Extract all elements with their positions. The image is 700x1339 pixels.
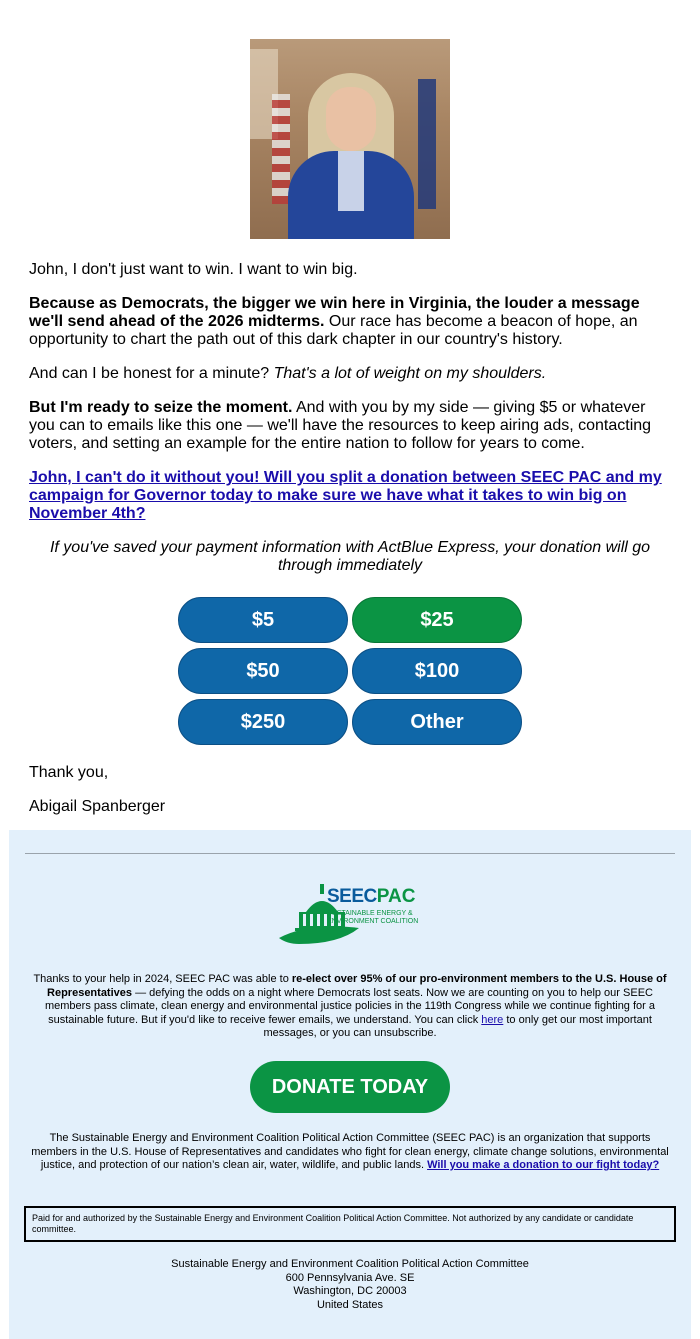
footer-about-paragraph xyxy=(27,1132,673,1173)
paragraph-seize-bold: But I'm ready to seize the moment. xyxy=(29,399,293,416)
paragraph-honest xyxy=(29,365,671,383)
signature: Abigail Spanberger xyxy=(29,798,166,815)
donate-100-button[interactable]: $100 xyxy=(352,648,522,694)
footer-thanks-b: — defying the odds on a night where Democrats lost seats. Now we are counting on you to help our SEEC members pass climate, clean energy and environmental justice policies in the 119th Congress while we continue fighting for a sustainable future. But if you'd like to receive fewer emails, we understand. You can click xyxy=(44,986,655,1026)
donation-amount-grid xyxy=(178,597,522,745)
footer-about-donate-link[interactable]: Will you make a donation to our fight today? xyxy=(427,1159,660,1171)
seec-logo-text xyxy=(327,886,437,926)
logo-seec: SEEC xyxy=(327,886,377,907)
photo-shirt xyxy=(338,151,364,211)
paragraph-seize xyxy=(29,399,671,453)
address-line-4: United States xyxy=(316,1298,384,1311)
logo-pac: PAC xyxy=(376,886,416,907)
cta-donate-link[interactable]: John, I can't do it without you! Will you split a donation between SEEC PAC and my campaign for Governor today to make sure we have what it takes to win big on November 4th? xyxy=(29,469,662,522)
footer-address xyxy=(29,1258,671,1312)
footer-thanks-c: to only get our most important messages, or you can unsubscribe. xyxy=(263,1013,652,1039)
hero-photo-wrap xyxy=(29,0,671,244)
donate-today-button[interactable]: DONATE TODAY xyxy=(250,1061,450,1113)
footer-thanks-a: Thanks to your help in 2024, SEEC PAC was able to xyxy=(33,973,292,985)
donate-5-button[interactable]: $5 xyxy=(178,597,348,643)
thanks-line: Thank you, xyxy=(29,764,109,781)
paragraph-honest-plain: And can I be honest for a minute? xyxy=(29,365,274,382)
donate-250-button[interactable]: $250 xyxy=(178,699,348,745)
photo-face xyxy=(326,87,376,151)
paragraph-virginia-rest: Our race has become a beacon of hope, an opportunity to chart the path out of this dark chapter in our country's history. xyxy=(29,313,638,348)
candidate-photo xyxy=(250,39,450,239)
donate-25-button[interactable]: $25 xyxy=(352,597,522,643)
footer-thanks-paragraph xyxy=(29,973,671,1041)
footer xyxy=(9,830,691,1339)
logo-subtitle: SUSTAINABLE ENERGY & ENVIRONMENT COALITION xyxy=(327,910,419,925)
address-line-3: Washington, DC 20003 xyxy=(293,1285,407,1297)
actblue-express-note: If you've saved your payment information with ActBlue Express, your donation will go through immediately xyxy=(49,539,651,574)
donate-50-button[interactable]: $50 xyxy=(178,648,348,694)
paragraph-virginia xyxy=(29,295,671,349)
address-line-2: 600 Pennsylvania Ave. SE xyxy=(285,1271,415,1284)
paid-for-disclaimer: Paid for and authorized by the Sustainable Energy and Environment Coalition Political Action Committee. Not authorized by any candidate or candidate committee. xyxy=(24,1206,676,1242)
paragraph-virginia-bold: Because as Democrats, the bigger we win here in Virginia, the louder a message we'll send ahead of the 2026 midterms. xyxy=(29,295,640,330)
photo-flag-right xyxy=(418,79,436,209)
paragraph-seize-rest: And with you by my side — giving $5 or whatever you can to emails like this one — we'll have the resources to keep airing ads, contacting voters, and setting an example for the entire nation to follow for years to come. xyxy=(29,399,652,452)
footer-thanks-bold: re-elect over 95% of our pro-environment members to the U.S. House of Representatives xyxy=(47,973,667,999)
paragraph-honest-italic: That's a lot of weight on my shoulders. xyxy=(273,365,547,382)
address-line-1: Sustainable Energy and Environment Coalition Political Action Committee xyxy=(171,1258,529,1270)
donate-other-button[interactable]: Other xyxy=(352,699,522,745)
fewer-emails-here-link[interactable]: here xyxy=(481,1013,504,1026)
photo-flag-left xyxy=(272,94,290,204)
footer-about-text: The Sustainable Energy and Environment Coalition Political Action Committee (SEEC PAC) is an organization that supports members in the U.S. House of Representatives and candidates who fight for clean energy, climate change solutions, environmental justice, and protection of our nation’s clean air, water, wildlife, and public lands. xyxy=(31,1132,669,1171)
paragraph-intro: John, I don't just want to win. I want to win big. xyxy=(29,261,358,278)
footer-divider xyxy=(25,853,675,854)
cta-paragraph xyxy=(29,469,671,523)
